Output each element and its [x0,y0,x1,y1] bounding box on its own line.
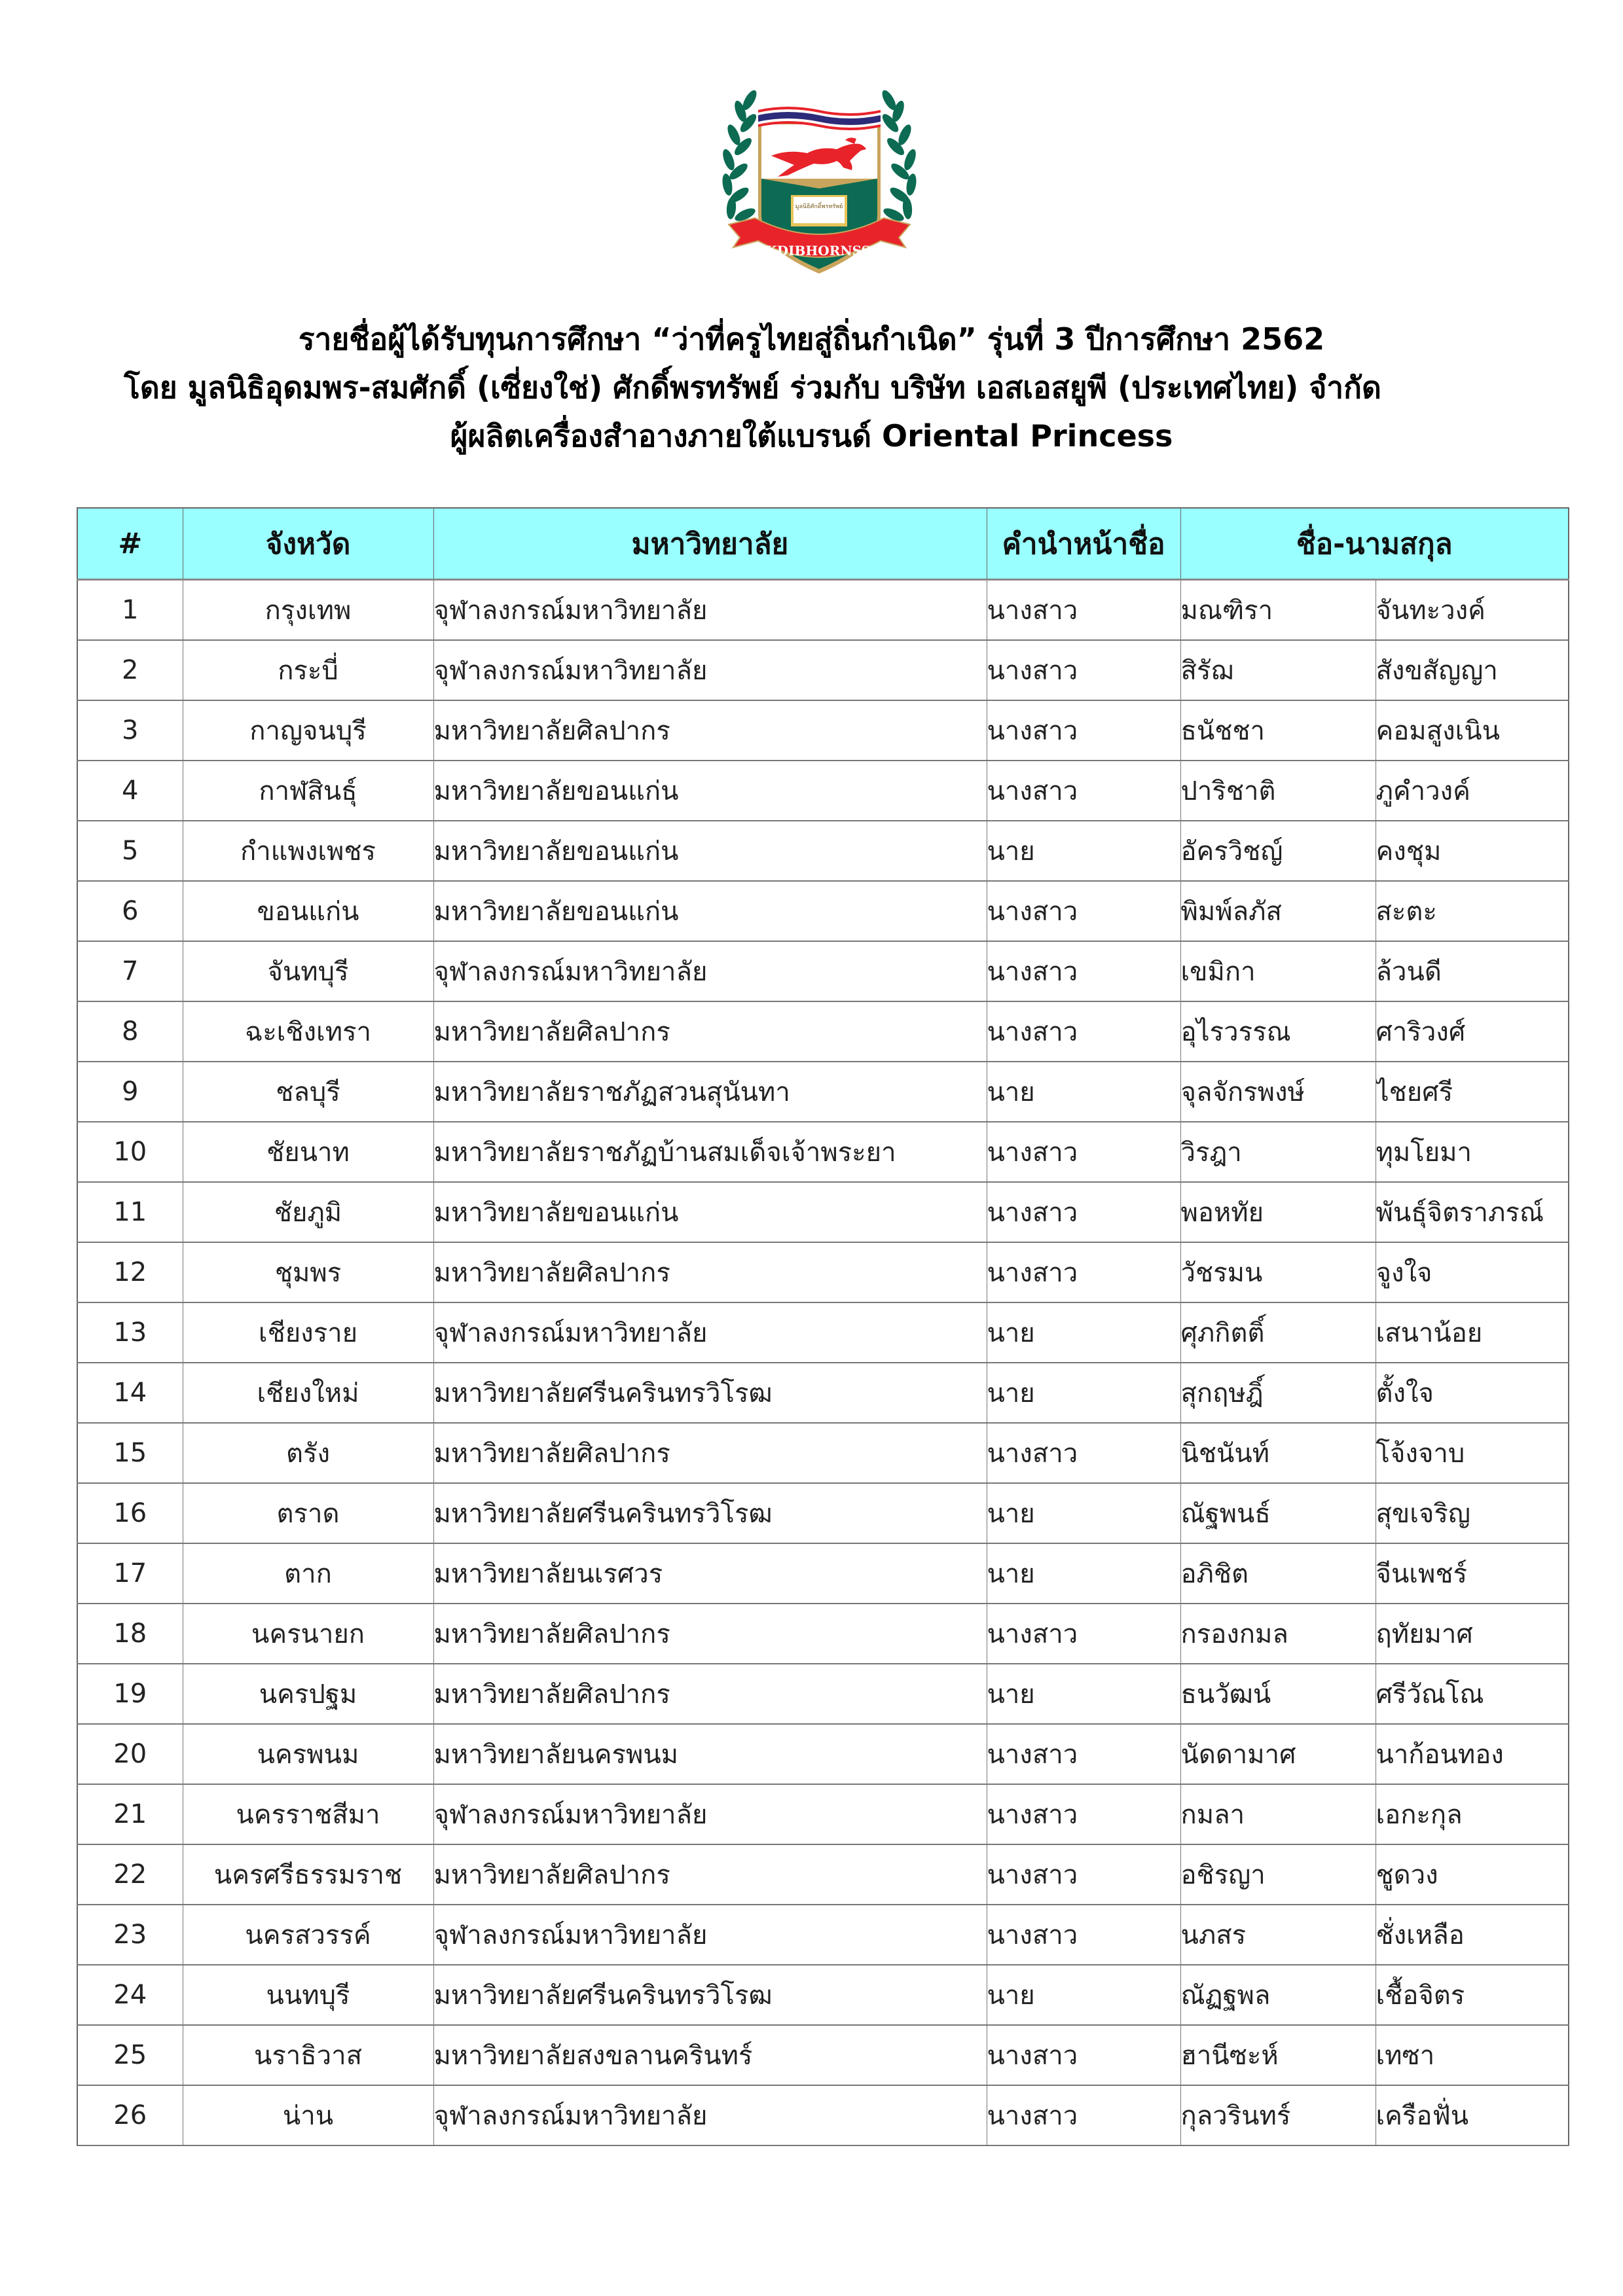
table-row [77,1483,1569,1543]
cell-province: จันทบุรี [183,941,433,1001]
cell-university: มหาวิทยาลัยศิลปากร [433,1423,987,1483]
cell-title: นางสาว [987,881,1180,941]
cell-first-name: จุลจักรพงษ์ [1180,1062,1376,1122]
cell-title: นาย [987,1302,1180,1363]
cell-first-name: กุลวรินทร์ [1180,2085,1376,2145]
cell-last-name: ศรีวัณโณ [1376,1664,1569,1724]
cell-title: นางสาว [987,2085,1180,2145]
cell-university: มหาวิทยาลัยขอนแก่น [433,761,987,821]
table-row [77,1543,1569,1604]
cell-province: ตรัง [183,1423,433,1483]
cell-first-name: อัครวิชญ์ [1180,821,1376,881]
cell-university: มหาวิทยาลัยนเรศวร [433,1543,987,1604]
cell-number: 6 [77,881,183,941]
cell-number: 18 [77,1604,183,1664]
cell-university: จุฬาลงกรณ์มหาวิทยาลัย [433,2085,987,2145]
cell-number: 19 [77,1664,183,1724]
cell-last-name: สะตะ [1376,881,1569,941]
cell-number: 20 [77,1724,183,1784]
cell-province: ตราด [183,1483,433,1543]
cell-province: กาญจนบุรี [183,700,433,761]
cell-number: 22 [77,1844,183,1905]
cell-province: กาฬสินธุ์ [183,761,433,821]
cell-title: นาย [987,1483,1180,1543]
cell-province: ขอนแก่น [183,881,433,941]
table-row [77,1965,1569,2025]
table-row [77,1122,1569,1182]
column-header-name: ชื่อ-นามสกุล [1180,508,1569,580]
document-subtitle: โดย มูลนิธิอุดมพร-สมศักดิ์ (เซี่ยงใช่) ศักดิ์พรทรัพย์ ร่วมกับ บริษัท เอสเอสยูพี (ประเทศไทย) จำกัด [124,370,1381,405]
cell-title: นางสาว [987,1001,1180,1062]
cell-title: นางสาว [987,700,1180,761]
cell-number: 26 [77,2085,183,2145]
cell-first-name: นัดดามาศ [1180,1724,1376,1784]
cell-first-name: วัชรมน [1180,1242,1376,1302]
cell-last-name: ภูคำวงค์ [1376,761,1569,821]
cell-number: 25 [77,2025,183,2085]
cell-title: นางสาว [987,1905,1180,1965]
cell-university: มหาวิทยาลัยศิลปากร [433,700,987,761]
table-row [77,761,1569,821]
cell-number: 8 [77,1001,183,1062]
cell-last-name: ทุมโยมา [1376,1122,1569,1182]
cell-last-name: ชูดวง [1376,1844,1569,1905]
cell-number: 1 [77,580,183,641]
cell-last-name: เอกะกุล [1376,1784,1569,1844]
cell-province: นครสวรรค์ [183,1905,433,1965]
cell-province: นนทบุรี [183,1965,433,2025]
logo-book-text: มูลนิธิศักดิ์พรทรัพย์ [795,204,843,210]
column-header-number: # [77,508,183,580]
cell-number: 14 [77,1363,183,1423]
cell-first-name: มณฑิรา [1180,580,1376,641]
cell-first-name: นิชนันท์ [1180,1423,1376,1483]
cell-title: นางสาว [987,1784,1180,1844]
cell-province: ฉะเชิงเทรา [183,1001,433,1062]
table-row [77,1905,1569,1965]
table-row [77,1784,1569,1844]
table-row [77,1363,1569,1423]
cell-last-name: สุขเจริญ [1376,1483,1569,1543]
table-row [77,1604,1569,1664]
cell-first-name: เขมิกา [1180,941,1376,1001]
cell-first-name: อภิชิต [1180,1543,1376,1604]
cell-title: นางสาว [987,941,1180,1001]
cell-university: มหาวิทยาลัยศิลปากร [433,1604,987,1664]
cell-last-name: เสนาน้อย [1376,1302,1569,1363]
cell-first-name: พอหทัย [1180,1182,1376,1242]
table-row [77,1242,1569,1302]
cell-first-name: ศุภกิตติ์ [1180,1302,1376,1363]
cell-first-name: อุไรวรรณ [1180,1001,1376,1062]
column-header-university: มหาวิทยาลัย [433,508,987,580]
cell-province: น่าน [183,2085,433,2145]
cell-province: ชลบุรี [183,1062,433,1122]
cell-last-name: คอมสูงเนิน [1376,700,1569,761]
cell-title: นางสาว [987,1122,1180,1182]
cell-first-name: ณัฐพนธ์ [1180,1483,1376,1543]
table-row [77,1724,1569,1784]
foundation-logo [709,84,930,280]
laurel-left-icon [721,88,759,224]
cell-number: 13 [77,1302,183,1363]
cell-university: มหาวิทยาลัยราชภัฏสวนสุนันทา [433,1062,987,1122]
table-row [77,941,1569,1001]
logo-banner-text: SAKDIBHORNSSUP [746,243,892,259]
cell-university: มหาวิทยาลัยขอนแก่น [433,881,987,941]
cell-first-name: ธนัชชา [1180,700,1376,761]
cell-university: มหาวิทยาลัยขอนแก่น [433,821,987,881]
cell-university: มหาวิทยาลัยขอนแก่น [433,1182,987,1242]
cell-title: นาย [987,1543,1180,1604]
cell-last-name: จันทะวงค์ [1376,580,1569,641]
cell-title: นางสาว [987,1724,1180,1784]
cell-first-name: นภสร [1180,1905,1376,1965]
cell-university: มหาวิทยาลัยศรีนครินทรวิโรฒ [433,1965,987,2025]
cell-first-name: ปาริชาติ [1180,761,1376,821]
cell-last-name: ฤทัยมาศ [1376,1604,1569,1664]
cell-title: นางสาว [987,1844,1180,1905]
cell-title: นางสาว [987,1423,1180,1483]
cell-province: นครราชสีมา [183,1784,433,1844]
cell-province: กระบี่ [183,640,433,700]
table-row [77,1664,1569,1724]
cell-last-name: เทซา [1376,2025,1569,2085]
cell-university: มหาวิทยาลัยราชภัฏบ้านสมเด็จเจ้าพระยา [433,1122,987,1182]
cell-first-name: วิรฎา [1180,1122,1376,1182]
cell-first-name: พิมพ์ลภัส [1180,881,1376,941]
table-row [77,2025,1569,2085]
cell-province: นราธิวาส [183,2025,433,2085]
cell-title: นางสาว [987,1604,1180,1664]
cell-number: 5 [77,821,183,881]
laurel-right-icon [879,88,918,224]
cell-title: นาย [987,821,1180,881]
cell-number: 12 [77,1242,183,1302]
table-row [77,1182,1569,1242]
cell-university: จุฬาลงกรณ์มหาวิทยาลัย [433,1784,987,1844]
cell-number: 17 [77,1543,183,1604]
cell-first-name: ฮานีซะห์ [1180,2025,1376,2085]
cell-number: 15 [77,1423,183,1483]
cell-title: นางสาว [987,1242,1180,1302]
cell-university: จุฬาลงกรณ์มหาวิทยาลัย [433,640,987,700]
table-row [77,640,1569,700]
cell-province: กำแพงเพชร [183,821,433,881]
cell-university: มหาวิทยาลัยศรีนครินทรวิโรฒ [433,1363,987,1423]
cell-last-name: จูงใจ [1376,1242,1569,1302]
cell-university: มหาวิทยาลัยนครพนม [433,1724,987,1784]
cell-last-name: จีนเพชร์ [1376,1543,1569,1604]
cell-title: นางสาว [987,640,1180,700]
cell-title: นางสาว [987,2025,1180,2085]
cell-title: นางสาว [987,761,1180,821]
cell-university: มหาวิทยาลัยสงขลานครินทร์ [433,2025,987,2085]
table-row [77,881,1569,941]
table-row [77,1302,1569,1363]
table-row [77,700,1569,761]
cell-last-name: โจ้งจาบ [1376,1423,1569,1483]
cell-number: 23 [77,1905,183,1965]
table-row [77,1001,1569,1062]
cell-last-name: พันธุ์จิตราภรณ์ [1376,1182,1569,1242]
cell-title: นางสาว [987,580,1180,641]
cell-first-name: ธนวัฒน์ [1180,1664,1376,1724]
cell-title: นาย [987,1062,1180,1122]
cell-title: นาย [987,1965,1180,2025]
cell-first-name: ณัฏฐพล [1180,1965,1376,2025]
table-row [77,1423,1569,1483]
cell-last-name: คงชุม [1376,821,1569,881]
cell-number: 16 [77,1483,183,1543]
cell-university: มหาวิทยาลัยศรีนครินทรวิโรฒ [433,1483,987,1543]
cell-last-name: ชั่งเหลือ [1376,1905,1569,1965]
cell-province: ชัยนาท [183,1122,433,1182]
cell-province: นครศรีธรรมราช [183,1844,433,1905]
cell-number: 24 [77,1965,183,2025]
cell-title: นางสาว [987,1182,1180,1242]
cell-last-name: ศาริวงศ์ [1376,1001,1569,1062]
cell-title: นาย [987,1363,1180,1423]
cell-province: เชียงใหม่ [183,1363,433,1423]
table-row [77,1062,1569,1122]
cell-number: 4 [77,761,183,821]
table-header-row [77,508,1569,580]
cell-province: นครพนม [183,1724,433,1784]
cell-province: นครนายก [183,1604,433,1664]
cell-university: มหาวิทยาลัยศิลปากร [433,1242,987,1302]
cell-title: นาย [987,1664,1180,1724]
cell-first-name: อชิรญา [1180,1844,1376,1905]
cell-number: 11 [77,1182,183,1242]
cell-number: 10 [77,1122,183,1182]
table-row [77,1844,1569,1905]
cell-last-name: สังขสัญญา [1376,640,1569,700]
cell-university: จุฬาลงกรณ์มหาวิทยาลัย [433,1905,987,1965]
document-subtitle-2: ผู้ผลิตเครื่องสำอางภายใต้แบรนด์ Oriental Princess [450,418,1173,454]
cell-number: 3 [77,700,183,761]
cell-province: เชียงราย [183,1302,433,1363]
cell-university: จุฬาลงกรณ์มหาวิทยาลัย [433,1302,987,1363]
cell-university: จุฬาลงกรณ์มหาวิทยาลัย [433,941,987,1001]
cell-province: ชุมพร [183,1242,433,1302]
column-header-title: คำนำหน้าชื่อ [987,508,1180,580]
cell-last-name: ล้วนดี [1376,941,1569,1001]
cell-first-name: สิรัฌ [1180,640,1376,700]
cell-university: จุฬาลงกรณ์มหาวิทยาลัย [433,580,987,641]
cell-number: 7 [77,941,183,1001]
cell-province: กรุงเทพ [183,580,433,641]
scholarship-recipients-table [77,507,1569,2146]
cell-first-name: กรองกมล [1180,1604,1376,1664]
document-title: รายชื่อผู้ได้รับทุนการศึกษา “ว่าที่ครูไทยสู่ถิ่นกำเนิด” รุ่นที่ 3 ปีการศึกษา 2562 [298,321,1325,357]
table-row [77,2085,1569,2145]
cell-university: มหาวิทยาลัยศิลปากร [433,1664,987,1724]
cell-province: ตาก [183,1543,433,1604]
table-row [77,821,1569,881]
cell-first-name: สุกฤษฎิ์ [1180,1363,1376,1423]
table-row [77,580,1569,641]
cell-last-name: เครือฟั่น [1376,2085,1569,2145]
cell-number: 2 [77,640,183,700]
cell-last-name: ไชยศรี [1376,1062,1569,1122]
cell-last-name: เชื้อจิตร [1376,1965,1569,2025]
cell-first-name: กมลา [1180,1784,1376,1844]
cell-university: มหาวิทยาลัยศิลปากร [433,1001,987,1062]
cell-last-name: นาก้อนทอง [1376,1724,1569,1784]
column-header-province: จังหวัด [183,508,433,580]
cell-university: มหาวิทยาลัยศิลปากร [433,1844,987,1905]
cell-number: 9 [77,1062,183,1122]
cell-province: ชัยภูมิ [183,1182,433,1242]
cell-number: 21 [77,1784,183,1844]
cell-last-name: ตั้งใจ [1376,1363,1569,1423]
cell-province: นครปฐม [183,1664,433,1724]
